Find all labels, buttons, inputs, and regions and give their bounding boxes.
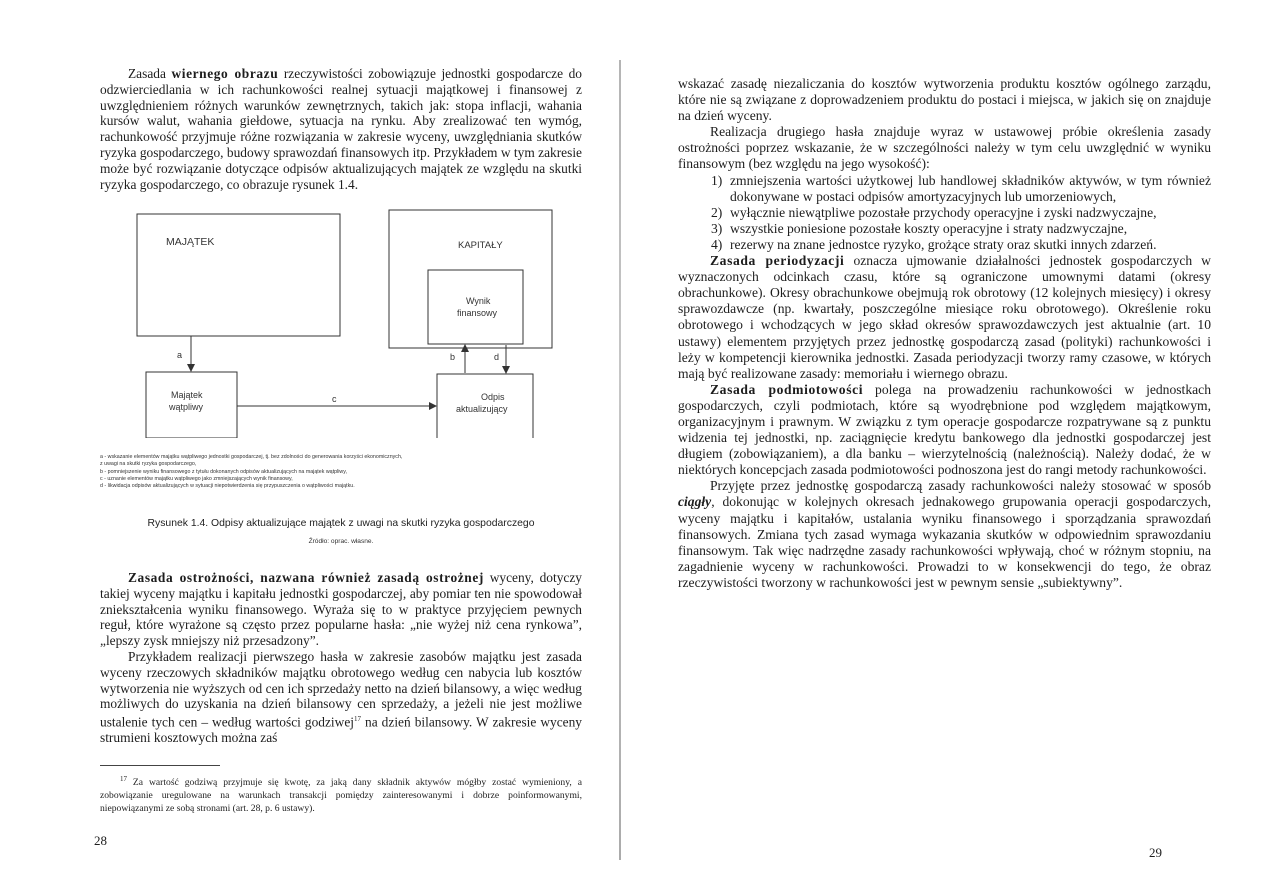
legend-item: z uwagi na skutki ryzyka gospodarczego, xyxy=(100,461,197,468)
list-item: 4) rezerwy na znane jednostce ryzyko, grożące straty oraz skutki innych zdarzeń. xyxy=(711,236,1157,252)
paragraph-przykladem: Przykładem realizacji pierwszego hasła w zakresie zasobów majątku jest zasada wyceny rzeczowych składników majątku obrotowego według cen nabycia lub kosztów wytworzenia nie wyższych od cen ich sprzedaży netto na dzień bilansowy, a więc według możliwych do uzyskania na dzień bilansowy cen sprzedaży, a jeżeli nie jest możliwe ustalenie tych cen – według wartości godziwej$^{17}$ na dzień bilansowy. W zakresie wyceny strumieni kosztowych można zaś xyxy=(100,648,582,746)
list-item: 3) wszystkie poniesione pozostałe koszty operacyjne i straty nadzwyczajne, xyxy=(711,220,1128,236)
paragraph-ciaglosc: Przyjęte przez jednostkę gospodarczą zasady rachunkowości należy stosować w sposób ciągły, dokonując w kolejnych okresach jednakowego grupowania operacji gospodarczych, wyceny majątku i kapitałów, ustalania wyniku finansowego i sporządzania sprawozdań finansowych. Zmiana tych zasad wymaga wykazania skutków w odpowiednim sprawozdaniu finansowym. Tak więc nadrzędne zasady rachunkowości wpływają, choć w różnym stopniu, na zagadnienie wyceny w rachunkowości. Prowadzi to w konsekwencji do tego, że obraz rzeczywistości tworzony w rachunkowości jest w pewnym sensie „subiektywny”. xyxy=(678,478,1211,590)
paragraph-continuation: wskazać zasadę niezaliczania do kosztów wytworzenia produktu kosztów ogólnego zarządu, które nie są związane z doprowadzeniem produktu do postaci i miejsca, w jakich się on znajduje na dzień wyceny. xyxy=(678,76,1211,124)
paragraph-ostroznosc: Zasada ostrożności, nazwana również zasadą ostrożnej wyceny, dotyczy takiej wyceny majątku i kapitału jednostki gospodarczej, aby pomiar ten nie spowodował zniekształcenia wyniku finansowego. Wyraża się to w praktyce przyjęciem pewnych reguł, które wyrażone są często przez popularne hasła: „nie wyżej niż cena rynkowa”, „lepszy zysk mniejszy niż przesadzony”. xyxy=(100,570,582,649)
label-kapitaly: KAPITAŁY xyxy=(458,240,503,251)
list-item: 1) zmniejszenia wartości użytkowej lub handlowej składników aktywów, w tym również dokonywane w postaci odpisów amortyzacyjnych lub umorzeniowych, xyxy=(711,172,1211,204)
term-ciagly: ciągły xyxy=(678,494,712,510)
footnote: $^{17}$ Za wartość godziwą przyjmuje się kwotę, za jaką dany składnik aktywów mógłby zostać wymieniony, a zobowiązanie uregulowane na warunkach transakcji pomiędzy zainteresowanymi i dobrze poinformowanymi, niepowiązanymi ze sobą stronami (art. 28, p. 6 ustawy). xyxy=(100,775,582,815)
footnote-ref: 17 xyxy=(353,715,361,724)
label-c: c xyxy=(332,394,337,404)
left-footnote-area xyxy=(94,0,582,893)
label-d: d xyxy=(494,352,500,362)
page-number-right: 29 xyxy=(1149,845,1162,860)
list-item: 2) wyłącznie niewątpliwe pozostałe przychody operacyjne i zyski nadzwyczajne, xyxy=(711,204,1157,220)
figure-caption: Rysunek 1.4. Odpisy aktualizujące majątek z uwagi na skutki ryzyka gospodarczego xyxy=(147,518,535,529)
paragraph-drugie-haslo: Realizacja drugiego hasła znajduje wyraz w ustawowej próbie określenia zasady ostrożności poprzez wskazanie, że w szczególności należy w tym celu uwzględnić w wyniku finansowym (bez względu na jego wysokość): xyxy=(678,124,1211,172)
label-b: b xyxy=(450,352,456,362)
right-column xyxy=(678,76,1211,591)
term-ostroznosc: Zasada ostrożności xyxy=(128,570,250,585)
label-odpis-2: aktualizujący xyxy=(456,404,508,414)
legend-item: b - pomniejszenie wyniku finansowego z tytułu dokonanych odpisów aktualizujących na majątek wątpliwy, xyxy=(100,468,347,475)
legend-item: c - uznanie elementów majątku wątpliwego jako zmniejszających wynik finansowy, xyxy=(100,475,293,482)
page-gutter xyxy=(619,60,621,860)
label-majatek-watpliwy-2: wątpliwy xyxy=(169,402,204,412)
label-a: a xyxy=(177,350,183,360)
page-number-left: 28 xyxy=(94,833,107,848)
paragraph-wierny-obraz: Zasada wiernego obrazu rzeczywistości zobowiązuje jednostki gospodarcze do odzwierciedlania w ich rachunkowości realnej sytuacji majątkowej i finansowej z uwzględnieniem różnych warunków zewnętrznych, takich jak: stopa inflacji, wahania kursów walut, wahania giełdowe, sytuacja na rynku. Aby zrealizować ten wymóg, rachunkowość przyjmuje różne rozwiązania w zakresie wyceny, uwzględniania skutków ryzyka gospodarczego, budowy sprawozdań finansowych itp. Przykładem w tym zakresie może być rozwiązanie dotyczące odpisów aktualizujących majątek ze względu na skutki ryzyka gospodarczego, co obrazuje rysunek 1.4. xyxy=(100,66,582,192)
figure-source: Źródło: oprac. własne. xyxy=(308,538,374,545)
term-podmiotowosc: Zasada podmiotowości xyxy=(710,381,864,397)
list-wynik-finansowy xyxy=(678,173,1211,253)
left-page xyxy=(0,0,620,893)
label-wynik-2: finansowy xyxy=(457,308,498,318)
legend-item: d - likwidacja odpisów aktualizujących w sytuacji niepotwierdzenia się przypuszczenia o wątpliwości majątku. xyxy=(100,483,355,490)
label-wynik-1: Wynik xyxy=(466,296,491,306)
label-majatek: MAJĄTEK xyxy=(166,236,215,248)
label-majatek-watpliwy-1: Majątek xyxy=(171,390,203,400)
term-periodyzacja: Zasada periodyzacji xyxy=(710,253,845,269)
paragraph-podmiotowosc: Zasada podmiotowości polega na prowadzeniu rachunkowości w jednostkach gospodarczych, czyli podmiotach, które są wyodrębnione pod względem majątkowym, organizacyjnym i prawnym. W związku z tym operacje gospodarcze rozpatrywane są z punktu widzenia tej jednostki, np. zaciągnięcie kredytu bankowego dla jednostki gospodarczej jest długiem (zobowiązaniem), a dla banku – wierzytelnością (należnością). Należy dodać, że w niektórych koncepcjach zasada podmiotowości podnoszona jest do rangi metody rachunkowości. xyxy=(678,381,1211,478)
right-page xyxy=(626,0,1263,893)
footnote-rule xyxy=(100,765,220,766)
label-odpis-1: Odpis xyxy=(481,392,505,402)
legend-item: a - wskazanie elementów majątku wątpliwego jednostki gospodarczej, tj. bez zdolności do generowania korzyści ekonomicznych, xyxy=(100,454,403,460)
term-wierny-obraz: wiernego obrazu xyxy=(171,66,279,81)
paragraph-periodyzacja: Zasada periodyzacji oznacza ujmowanie działalności jednostek gospodarczych w wyznaczonych odcinkach czasu, które są ograniczone umownymi datami (okresy obrachunkowe). Okresy obrachunkowe obejmują rok obrotowy (12 kolejnych miesięcy) i okresy sprawozdawcze (np. kwartały, poszczególne miesiące roku obrotowego). Określenie roku obrotowego i wchodzących w jego skład okresów sprawozdawczych jest aktualnie (art. 10 ustawy) elementem przyjętych przez jednostkę gospodarczą zasad (polityki) rachunkowości i leży w kompetencji kierownika jednostki. Zasada periodyzacji tworzy ramy czasowe, w których mają być realizowane zasady: memoriału i wiernego obrazu. xyxy=(678,253,1211,381)
